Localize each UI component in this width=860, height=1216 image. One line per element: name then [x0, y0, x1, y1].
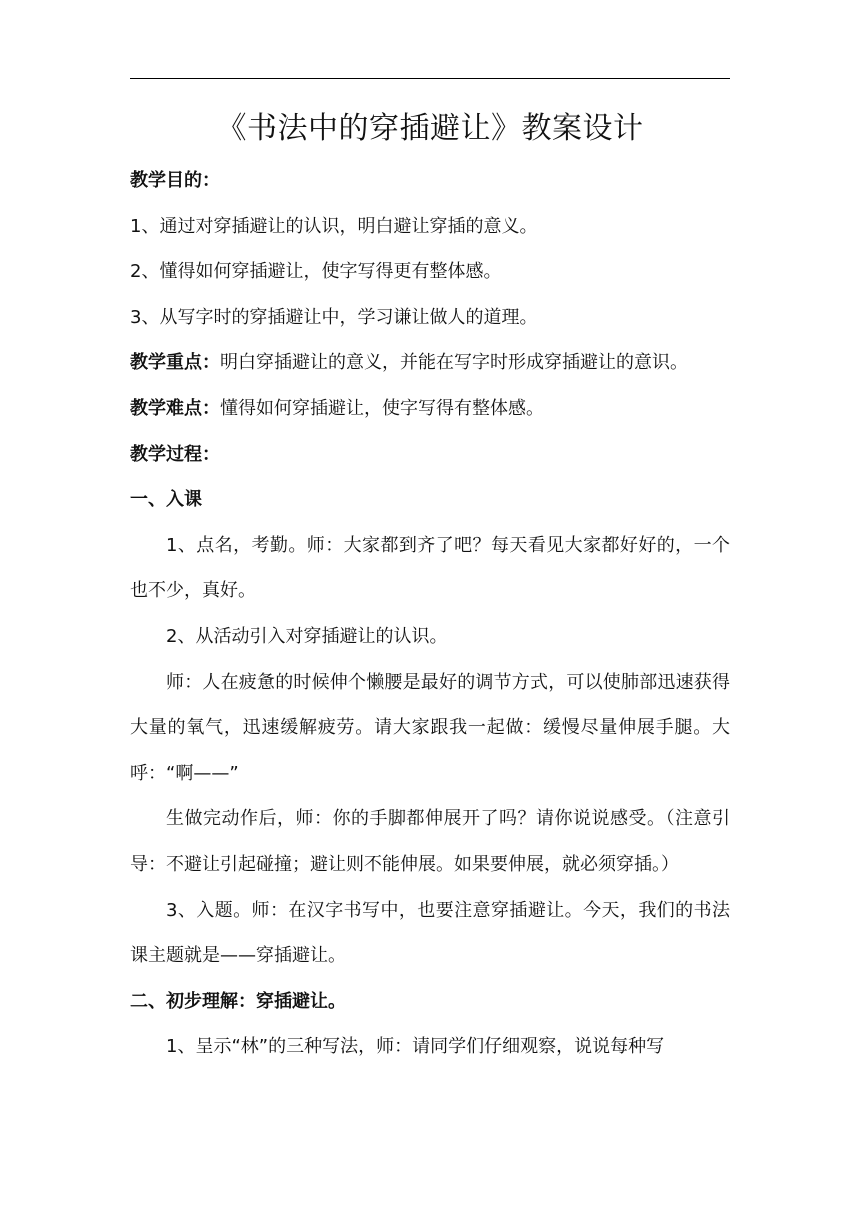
- objective-item-3: 3、从写字时的穿插避让中，学习谦让做人的道理。: [130, 306, 538, 328]
- section-1-paragraph-1: 1、点名，考勤。师：大家都到齐了吧？每天看见大家都好好的，一个也不少，真好。: [130, 534, 730, 602]
- difficulty-label: 教学难点：: [130, 397, 220, 419]
- objective-item-2: 2、懂得如何穿插避让，使字写得更有整体感。: [130, 261, 502, 283]
- section-1-paragraph-2: 2、从活动引入对穿插避让的认识。: [166, 625, 448, 647]
- section-2-heading: 二、初步理解：穿插避让。: [130, 990, 346, 1012]
- section-1-paragraph-5: 3、入题。师：在汉字书写中，也要注意穿插避让。今天，我们的书法课主题就是——穿插避让。: [130, 899, 730, 967]
- process-heading: 教学过程：: [130, 443, 220, 465]
- key-point-text: 明白穿插避让的意义，并能在写字时形成穿插避让的意识。: [220, 352, 688, 374]
- section-1-paragraph-4: 生做完动作后，师：你的手脚都伸展开了吗？请你说说感受。（注意引导：不避让引起碰撞；避让则不能伸展。如果要伸展，就必须穿插。）: [130, 808, 730, 875]
- objective-item-1: 1、通过对穿插避让的认识，明白避让穿插的意义。: [130, 215, 538, 237]
- difficulty-line: [130, 386, 730, 432]
- objectives-heading: 教学目的：: [130, 170, 220, 191]
- key-point-label: 教学重点：: [130, 352, 220, 374]
- key-point-line: [130, 340, 730, 386]
- document-title: 《书法中的穿插避让》教案设计: [216, 111, 644, 146]
- section-1-paragraph-3: 师：人在疲惫的时候伸个懒腰是最好的调节方式，可以使肺部迅速获得大量的氧气，迅速缓解疲劳。请大家跟我一起做：缓慢尽量伸展手腿。大呼：“啊——”: [130, 671, 730, 784]
- difficulty-text: 懂得如何穿插避让，使字写得有整体感。: [220, 397, 544, 419]
- section-1-heading: 一、入课: [130, 489, 202, 511]
- header-rule: [130, 78, 730, 79]
- section-2-paragraph-1: 1、呈示“林”的三种写法，师：请同学们仔细观察，说说每种写: [166, 1036, 665, 1058]
- document-body: [130, 100, 730, 1070]
